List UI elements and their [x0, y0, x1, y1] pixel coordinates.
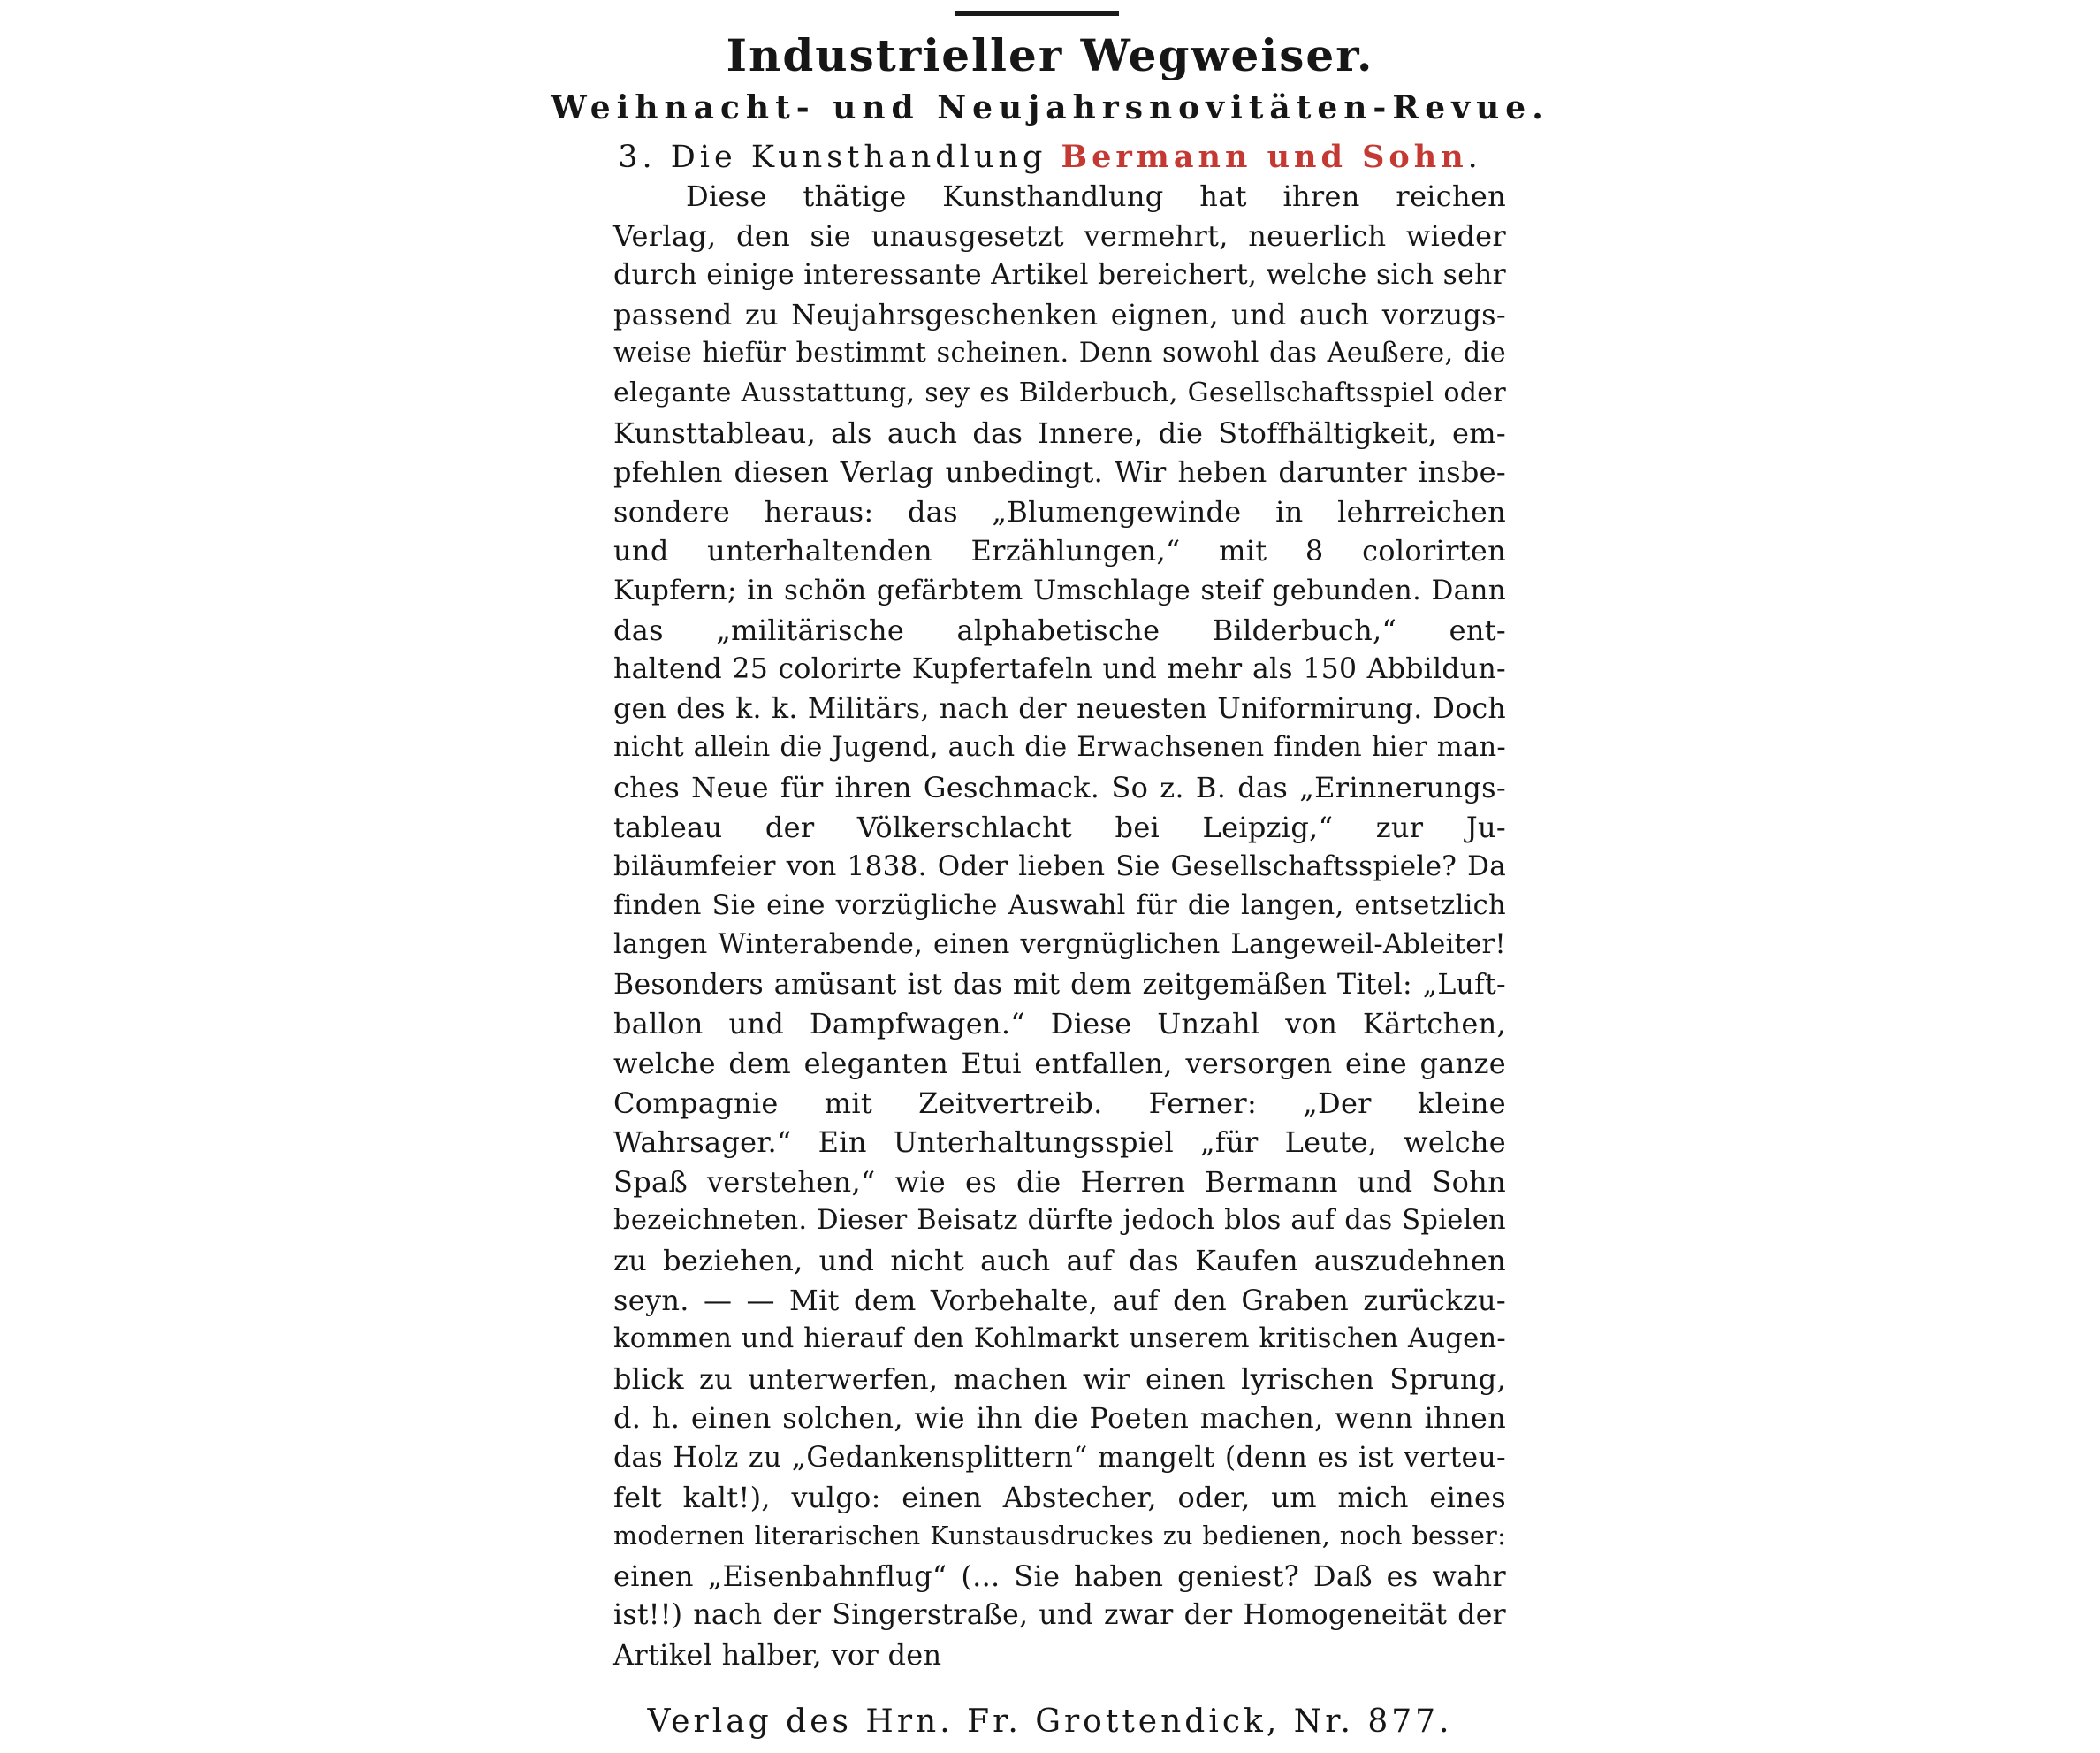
text-line: tableau der Völkerschlacht bei Leipzig,“ zur Ju- — [613, 810, 1506, 844]
text-line: Verlag, den sie unausgesetzt vermehrt, neuerlich wieder — [613, 218, 1506, 253]
section-prefix: Die Kunsthandlung — [670, 140, 1047, 175]
publisher-footer: Verlag des Hrn. Fr. Grottendick, Nr. 877. — [647, 1703, 1453, 1740]
text-line: welche dem eleganten Etui entfallen, versorgen eine ganze — [613, 1047, 1506, 1081]
text-line: langen Winterabende, einen vergnüglichen Langeweil-Ableiter! — [613, 929, 1506, 961]
text-line: weise hiefür bestimmt scheinen. Denn sowohl das Aeußere, die — [613, 338, 1506, 370]
text-line: pfehlen diesen Verlag unbedingt. Wir heben darunter insbe- — [613, 455, 1506, 490]
text-line: finden Sie eine vorzügliche Auswahl für die langen, entsetzlich — [613, 889, 1506, 921]
section-number: 3. — [618, 140, 657, 175]
text-line: Diese thätige Kunsthandlung hat ihren reichen — [686, 179, 1506, 213]
text-line: und unterhaltenden Erzählungen,“ mit 8 colorirten — [613, 534, 1506, 568]
text-line: nicht allein die Jugend, auch die Erwachsenen finden hier man- — [613, 732, 1506, 764]
text-line: elegante Ausstattung, sey es Bilderbuch, Gesellschaftsspiel oder — [613, 377, 1506, 408]
text-line: sondere heraus: das „Blumengewinde in lehrreichen — [613, 494, 1506, 529]
text-line: modernen literarischen Kunstausdruckes zu bedienen, noch besser: — [613, 1521, 1506, 1551]
top-rule — [955, 11, 1119, 16]
firm-name: Bermann und Sohn — [1061, 139, 1468, 175]
text-line: Compagnie mit Zeitvertreib. Ferner: „Der kleine — [613, 1086, 1506, 1120]
text-line: einen „Eisenbahnflug“ (... Sie haben geniest? Daß es wahr — [613, 1559, 1506, 1593]
text-line: passend zu Neujahrsgeschenken eignen, und auch vorzugs- — [613, 297, 1506, 332]
text-line: Wahrsager.“ Ein Unterhaltungsspiel „für Leute, welche — [613, 1125, 1506, 1160]
text-line: bezeichneten. Dieser Beisatz dürfte jedoch blos auf das Spielen — [613, 1205, 1506, 1237]
text-line: das „militärische alphabetische Bilderbuch,“ ent- — [613, 613, 1506, 647]
text-line: durch einige interessante Artikel bereichert, welche sich sehr — [613, 259, 1506, 292]
text-line: Kupfern; in schön gefärbtem Umschlage steif gebunden. Dann — [613, 574, 1506, 606]
text-line: seyn. — — Mit dem Vorbehalte, auf den Graben zurückzu- — [613, 1283, 1506, 1317]
text-line: gen des k. k. Militärs, nach der neuesten Uniformirung. Doch — [613, 692, 1506, 725]
article-body — [613, 177, 1506, 1675]
text-line: felt kalt!), vulgo: einen Abstecher, oder, um mich eines — [613, 1480, 1506, 1514]
text-line: ballon und Dampfwagen.“ Diese Unzahl von Kärtchen, — [613, 1007, 1506, 1041]
text-line: Besonders amüsant ist das mit dem zeitgemäßen Titel: „Luft- — [613, 968, 1506, 1001]
text-line: blick zu unterwerfen, machen wir einen lyrischen Sprung, — [613, 1361, 1506, 1396]
text-line: d. h. einen solchen, wie ihn die Poeten machen, wenn ihnen — [613, 1401, 1506, 1436]
text-line: zu beziehen, und nicht auch auf das Kaufen auszudehnen — [613, 1244, 1506, 1278]
text-line: Kunsttableau, als auch das Innere, die Stoffhältigkeit, em- — [613, 415, 1506, 450]
text-line: biläumfeier von 1838. Oder lieben Sie Gesellschaftsspiele? Da — [613, 850, 1506, 883]
page-title: Industrieller Wegweiser. — [726, 29, 1374, 81]
text-line: kommen und hierauf den Kohlmarkt unserem kritischen Augen- — [613, 1323, 1506, 1355]
page-subtitle: Weihnacht- und Neujahrsnovitäten-Revue. — [551, 89, 1549, 126]
text-line: ches Neue für ihren Geschmack. So z. B. das „Erinnerungs- — [613, 770, 1506, 804]
text-line: haltend 25 colorirte Kupfertafeln und mehr als 150 Abbildun- — [613, 653, 1506, 686]
section-suffix: . — [1467, 140, 1482, 175]
text-line: ist!!) nach der Singerstraße, und zwar der Homogeneität der — [613, 1599, 1506, 1632]
text-line: das Holz zu „Gedankensplittern“ mangelt (denn es ist verteu- — [613, 1442, 1506, 1474]
text-line: Artikel halber, vor den — [613, 1637, 942, 1672]
text-line: Spaß verstehen,“ wie es die Herren Bermann und Sohn — [613, 1164, 1506, 1199]
